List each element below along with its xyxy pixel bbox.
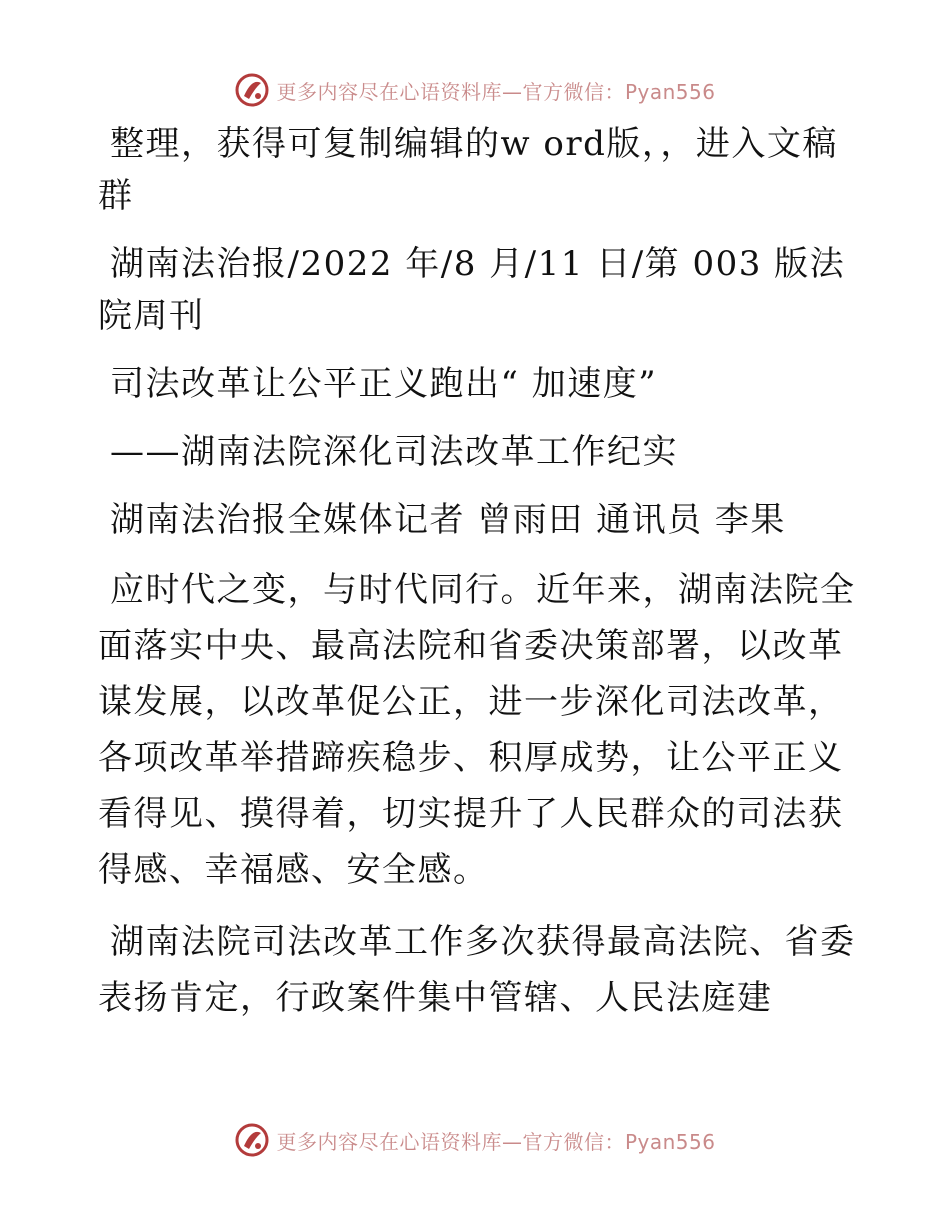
seal-logo-icon: [234, 72, 270, 108]
watermark-text: 更多内容尽在心语资料库—官方微信：Pyan556: [276, 1129, 716, 1154]
body-paragraph: 应时代之变，与时代同行。近年来，湖南法院全面落实中央、最高法院和省委决策部署，以改革谋发展，以改革促公正，进一步深化司法改革，各项改革举措蹄疾稳步、积厚成势，让公平正义看得见、摸得着，切实提升了人民群众的司法获得感、幸福感、安全感。: [98, 570, 856, 890]
document-body: [98, 118, 858, 1026]
footer-watermark: [0, 1118, 950, 1162]
body-paragraph: 湖南法院司法改革工作多次获得最高法院、省委表扬肯定，行政案件集中管辖、人民法庭建: [98, 922, 856, 1018]
watermark-text: 更多内容尽在心语资料库—官方微信：Pyan556: [276, 79, 716, 104]
source-line: 湖南法治报/2022 年/8 月/11 日/第 003 版法院周刊: [98, 244, 846, 336]
article-subtitle: ——湖南法院深化司法改革工作纪实: [110, 432, 678, 472]
intro-note: 整理，获得可复制编辑的w ord版，，进入文稿群: [98, 124, 838, 216]
header-watermark: [0, 68, 950, 112]
byline: 湖南法治报全媒体记者 曾雨田 通讯员 李果: [110, 500, 786, 540]
article-title: 司法改革让公平正义跑出“ 加速度”: [110, 364, 658, 404]
seal-logo-icon: [234, 1122, 270, 1158]
